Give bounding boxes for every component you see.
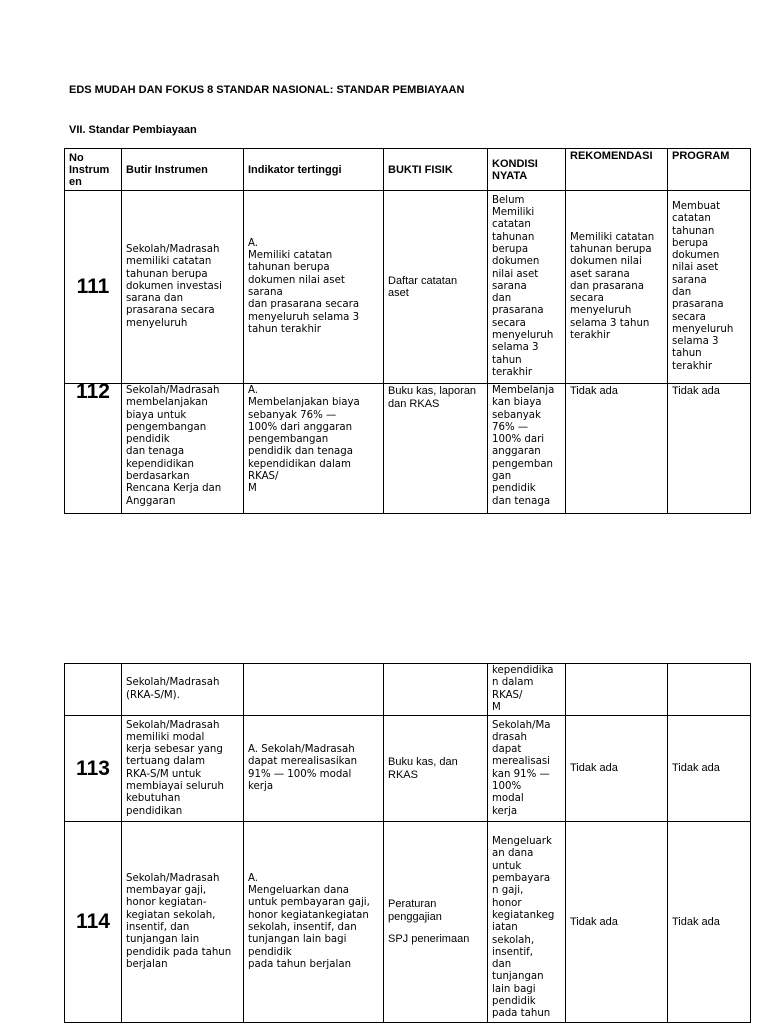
cell-kondisi: Belum Memiliki catatan tahunan berupa dokumen nilai aset sarana dan prasarana secara menyeluruh selama 3 tahun terakhir [488,191,566,384]
cell-kondisi: Mengeluark an dana untuk pembayara n gaji, honor kegiatankeg iatan sekolah, insentif, dan tunjangan lain bagi pendidik pada tahun [488,822,566,1022]
cell-indikator [244,664,384,716]
cell-bukti: Buku kas, laporan dan RKAS [384,384,488,514]
cell-program: Tidak ada [668,822,751,1022]
table-row [65,664,751,716]
table-row [65,191,751,384]
cell-bukti: Daftar catatan aset [384,191,488,384]
section-title: VII. Standar Pembiayaan [69,124,197,136]
cell-program: Membuat catatan tahunan berupa dokumen nilai aset sarana dan prasarana secara menyeluruh selama 3 tahun terakhir [668,191,751,384]
cell-kondisi: kependidika n dalam RKAS/ M [488,664,566,716]
header-indikator: Indikator tertinggi [244,149,384,191]
header-kondisi: KONDISI NYATA [488,149,566,191]
row-number: 112 [65,384,122,514]
header-butir: Butir Instrumen [122,149,244,191]
cell-bukti [384,822,488,1022]
table-row [65,822,751,1022]
table-row [65,384,751,514]
cell-rekomendasi: Memiliki catatan tahunan berupa dokumen nilai aset sarana dan prasarana secara menyeluruh selama 3 tahun terakhir [566,191,668,384]
cell-program [668,664,751,716]
cell-rekomendasi: Tidak ada [566,716,668,822]
header-rekomendasi: REKOMENDASI [566,149,668,191]
cell-butir: Sekolah/Madrasah membelanjakan biaya untuk pengembangan pendidik dan tenaga kependidikan berdasarkan Rencana Kerja dan Anggaran [122,384,244,514]
cell-rekomendasi: Tidak ada [566,822,668,1022]
table-row [65,716,751,822]
cell-rekomendasi [566,664,668,716]
cell-indikator: A. Sekolah/Madrasah dapat merealisasikan 91% — 100% modal kerja [244,716,384,822]
document-title: EDS MUDAH DAN FOKUS 8 STANDAR NASIONAL: STANDAR PEMBIAYAAN [69,84,465,96]
header-program: PROGRAM [668,149,751,191]
cell-bukti [384,664,488,716]
cell-indikator: A. Mengeluarkan dana untuk pembayaran gaji, honor kegiatankegiatan sekolah, insentif, dan tunjangan lain bagi pendidik pada tahun berjalan [244,822,384,1022]
row-number: 113 [65,716,122,822]
cell-indikator: A. Membelanjakan biaya sebanyak 76% — 100% dari anggaran pengembangan pendidik dan tenaga kependidikan dalam RKAS/ M [244,384,384,514]
row-number: 114 [65,822,122,1022]
cell-butir: Sekolah/Madrasah memiliki catatan tahunan berupa dokumen investasi sarana dan prasarana secara menyeluruh [122,191,244,384]
cell-kondisi: Membelanja kan biaya sebanyak 76% — 100% dari anggaran pengemban gan pendidik dan tenaga [488,384,566,514]
bukti-line-1: Peraturan penggajian [388,898,442,923]
row-number [65,664,122,716]
cell-butir: Sekolah/Madrasah (RKA-S/M). [122,664,244,716]
row-number: 111 [65,191,122,384]
cell-program: Tidak ada [668,716,751,822]
cell-program: Tidak ada [668,384,751,514]
header-bukti: BUKTI FISIK [384,149,488,191]
cell-rekomendasi: Tidak ada [566,384,668,514]
cell-indikator: A. Memiliki catatan tahunan berupa dokumen nilai aset sarana dan prasarana secara menyeluruh selama 3 tahun terakhir [244,191,384,384]
header-no: No Instrum en [65,149,122,191]
bukti-line-2: SPJ penerimaan [388,933,470,946]
pembiayaan-table-continued [64,663,751,1023]
pembiayaan-table [64,148,751,514]
cell-kondisi: Sekolah/Ma drasah dapat merealisasi kan 91% — 100% modal kerja [488,716,566,822]
cell-bukti: Buku kas, dan RKAS [384,716,488,822]
table-header-row [65,149,751,191]
cell-butir: Sekolah/Madrasah memiliki modal kerja sebesar yang tertuang dalam RKA-S/M untuk membiayai seluruh kebutuhan pendidikan [122,716,244,822]
cell-butir: Sekolah/Madrasah membayar gaji, honor kegiatan- kegiatan sekolah, insentif, dan tunjangan lain pendidik pada tahun berjalan [122,822,244,1022]
